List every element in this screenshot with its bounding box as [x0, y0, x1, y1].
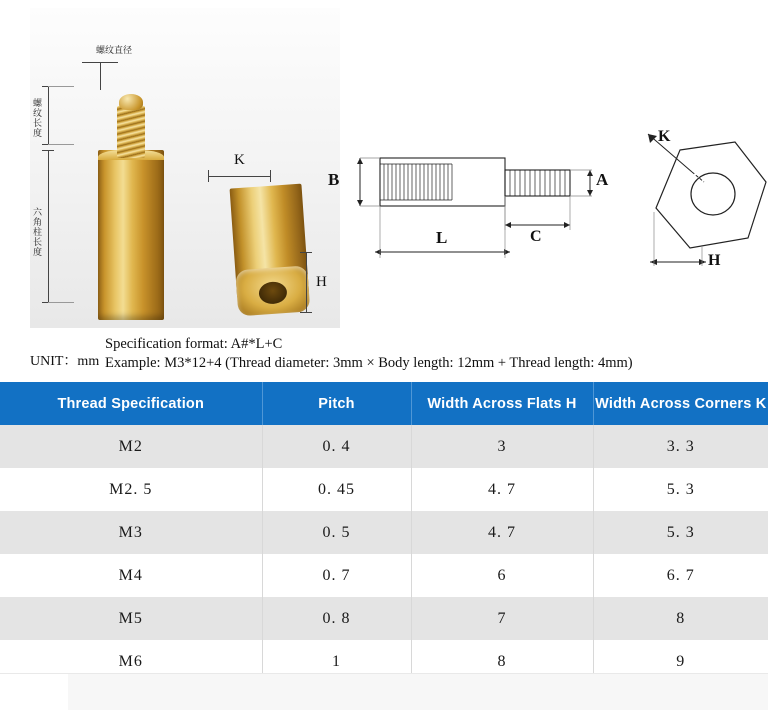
cell-thread-spec: M2. 5 [0, 468, 262, 511]
tick-k-left [208, 170, 209, 182]
dim-line-h-photo [306, 252, 307, 312]
tick-thread-diameter [82, 62, 118, 63]
hex-body [98, 150, 164, 320]
cell-pitch: 1 [262, 640, 411, 683]
header-width-across-flats: Width Across Flats H [411, 382, 593, 425]
cell-width-corners: 3. 3 [593, 425, 768, 468]
label-thread-diameter: 螺纹直径 [96, 46, 133, 56]
cell-pitch: 0. 5 [262, 511, 411, 554]
label-k-photo: K [234, 152, 245, 168]
female-female-standoff-image [226, 183, 315, 318]
cell-width-flats: 4. 7 [411, 468, 593, 511]
male-thread [117, 106, 145, 158]
tick-h-bottom [300, 312, 312, 313]
tick-hex-top [42, 150, 54, 151]
header-width-across-corners: Width Across Corners K [593, 382, 768, 425]
cell-width-corners: 5. 3 [593, 468, 768, 511]
cell-thread-spec: M6 [0, 640, 262, 683]
cell-pitch: 0. 7 [262, 554, 411, 597]
ext-line-thread-top [48, 86, 74, 87]
table-header-row [0, 382, 768, 425]
cell-width-corners: 6. 7 [593, 554, 768, 597]
label-h-hex: H [708, 252, 721, 269]
cell-pitch: 0. 4 [262, 425, 411, 468]
dim-line-hex-length [48, 150, 49, 302]
male-female-standoff-image [98, 90, 164, 320]
tick-k-right [270, 170, 271, 182]
unit-label: UNIT：mm [30, 354, 100, 369]
cell-width-corners: 5. 3 [593, 511, 768, 554]
ext-line-hex-bottom [48, 302, 74, 303]
header-pitch: Pitch [262, 382, 411, 425]
cell-width-flats: 7 [411, 597, 593, 640]
bottom-strip-inner [68, 674, 768, 710]
header-thread-specification: Thread Specification [0, 382, 262, 425]
leader-line-thread-diameter [100, 62, 101, 90]
cell-thread-spec: M4 [0, 554, 262, 597]
cell-width-flats: 6 [411, 554, 593, 597]
product-photo [30, 8, 340, 328]
cell-width-flats: 3 [411, 425, 593, 468]
table-row [0, 554, 768, 597]
label-b: B [328, 170, 340, 189]
cell-width-flats: 4. 7 [411, 511, 593, 554]
label-l: L [436, 228, 448, 247]
table-row [0, 597, 768, 640]
cell-thread-spec: M2 [0, 425, 262, 468]
table-row [0, 511, 768, 554]
technical-drawing-side-view [328, 140, 630, 290]
label-k-hex: K [658, 128, 671, 145]
cell-width-flats: 8 [411, 640, 593, 683]
technical-drawing-hex-end-view [630, 120, 768, 300]
label-a: A [596, 170, 609, 189]
dim-line-thread-length [48, 86, 49, 144]
ext-line-thread-bottom [48, 144, 74, 145]
label-h-photo: H [316, 274, 327, 290]
label-thread-length: 螺纹长度 [31, 98, 41, 138]
tick-h-top [300, 252, 312, 253]
cell-thread-spec: M3 [0, 511, 262, 554]
cell-thread-spec: M5 [0, 597, 262, 640]
specification-table [0, 382, 768, 683]
cell-pitch: 0. 8 [262, 597, 411, 640]
cell-pitch: 0. 45 [262, 468, 411, 511]
specification-format-line: Specification format: A#*L+C [105, 336, 283, 352]
table-row [0, 425, 768, 468]
dim-line-k-photo [208, 176, 270, 177]
illustration-area [0, 0, 768, 330]
label-hex-body-length: 六角柱长度 [31, 207, 41, 257]
label-c: C [530, 228, 542, 245]
bottom-strip [0, 673, 768, 710]
cell-width-corners: 9 [593, 640, 768, 683]
cell-width-corners: 8 [593, 597, 768, 640]
specification-example-line: Example: M3*12+4 (Thread diameter: 3mm × Body length: 12mm + Thread length: 4mm) [105, 355, 633, 371]
table-row [0, 468, 768, 511]
thread-tip [119, 94, 143, 110]
